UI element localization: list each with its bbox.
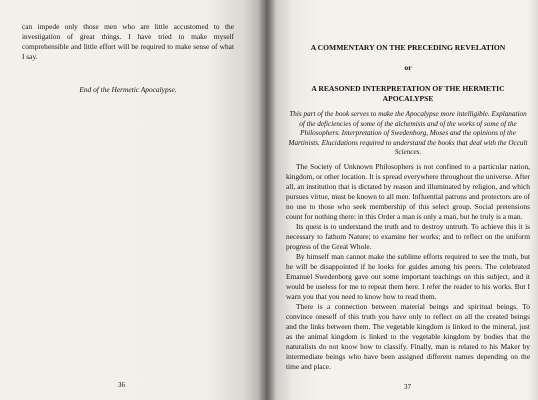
- body-paragraph: By himself man cannot make the sublime efforts required to see the truth, but he will be disappointed if he looks for guides among his peers. The celebrated Emanuel Swedenborg gave out some important teachings on this subject, and it would be useless for me to repeat them here. I refer the reader to his works. But I warn you that you need to know how to read them.: [286, 252, 530, 301]
- heading-connector: or: [404, 63, 412, 72]
- body-paragraph: Its quest is to understand the truth and to destroy untruth. To achieve this it is necessary to fathom Nature; to examine her works; and to reflect on the uniform progress of the Great Whole.: [286, 222, 530, 251]
- section-heading: A COMMENTARY ON THE PRECEDING REVELATION: [310, 43, 506, 52]
- book-gutter: [258, 0, 276, 400]
- body-paragraph: There is a connection between material beings and spiritual beings. To convince oneself of this truth you have only to reflect on all the created beings and the links between them. The vegetable kingdom is linked to the mineral, just as the animal kingdom is linked to the vegetable kingdom by bodies that the naturalists do not know how to classify. Finally, man is related to his Maker by intermediate beings who have been assigned different names depending on the time and place.: [286, 302, 530, 371]
- body-paragraph: The Society of Unknown Philosophers is not confined to a particular nation, kingdom, or other location. It is spread everywhere throughout the universe. After all, an institution that is dictated by reason and illuminated by religion, and which pursues virtue, must be known to all men. Influential patrons and protectors are of no use to those who seek membership of this select group. Social pretensions count for nothing there: in this Order a man is only a man, but he truly is a man.: [286, 162, 530, 221]
- end-of-section-line: End of the Hermetic Apocalypse.: [79, 85, 177, 95]
- left-page-number: 36: [118, 381, 125, 389]
- left-page-paragraph: can impede only those men who are little accustomed to the investigation of great things. I have tried to make myself comprehensible and little effort will be required to make sense of what I say.: [22, 22, 234, 61]
- right-page-number: 37: [404, 383, 411, 391]
- left-page: [0, 0, 266, 400]
- right-page-body: [286, 162, 530, 372]
- section-subheading: A REASONED INTERPRETATION OF THE HERMETIC APOCALYPSE: [311, 84, 505, 103]
- section-intro: This part of the book serves to make the Apocalypse more intelligible. Explanation of the deficiencies of some of the alchemists and of the works of some of the Philosophers. Interpretation of Swedenborg, Moses and the opinions of the Martinists. Elucidations required to understand the books that deal with the Occult Sciences.: [288, 110, 528, 157]
